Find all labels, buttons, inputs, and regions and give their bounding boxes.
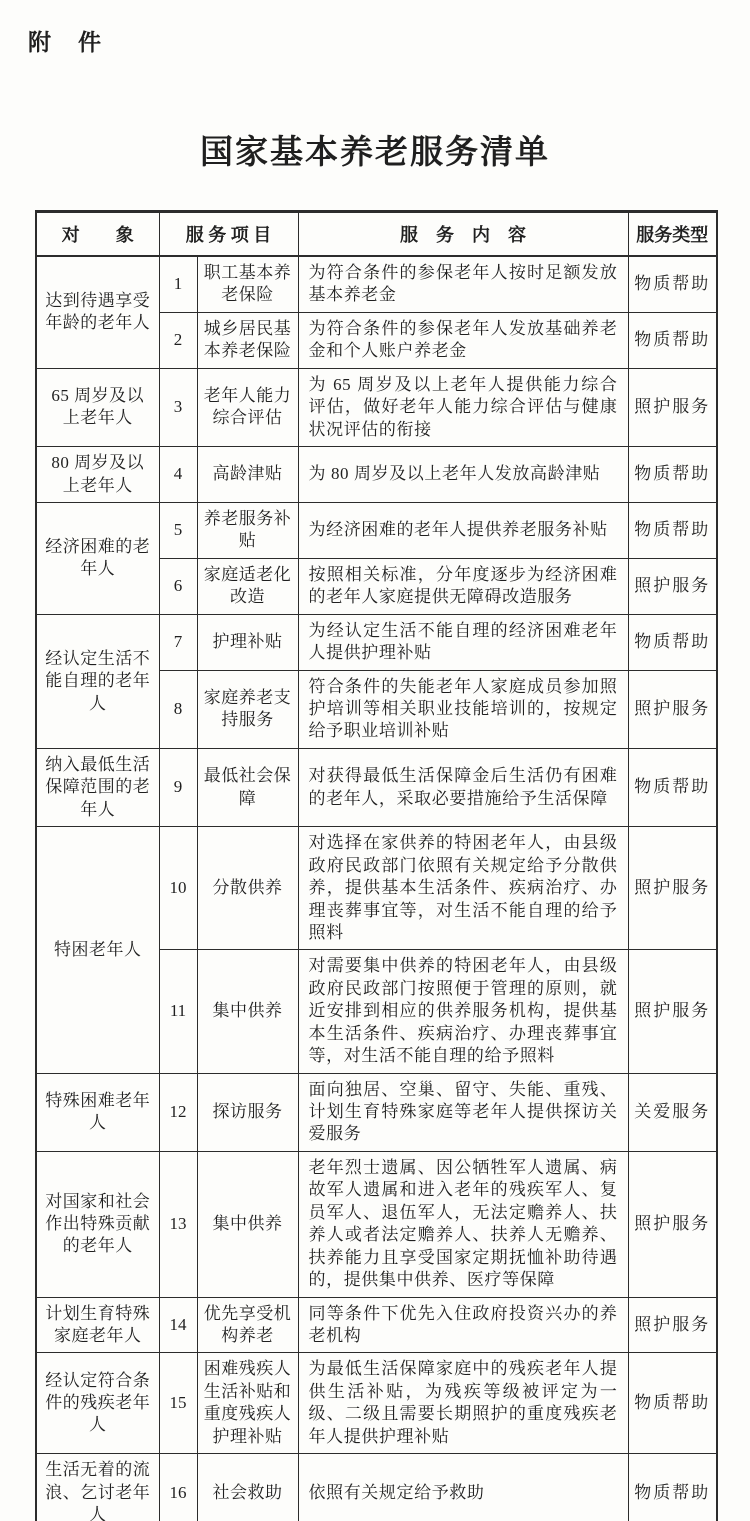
row-number-cell: 9: [159, 748, 197, 826]
service-type-cell: 物质帮助: [628, 1353, 717, 1454]
target-cell: 经认定生活不能自理的老年人: [36, 614, 159, 748]
row-number-cell: 13: [159, 1151, 197, 1297]
target-cell: 对国家和社会作出特殊贡献的老年人: [36, 1151, 159, 1297]
service-content-cell: 为符合条件的参保老年人按时足额发放基本养老金: [298, 256, 628, 312]
target-cell: 经认定符合条件的残疾老年人: [36, 1353, 159, 1454]
service-item-cell: 困难残疾人生活补贴和重度残疾人护理补贴: [197, 1353, 298, 1454]
row-number-cell: 2: [159, 312, 197, 368]
service-content-cell: 对选择在家供养的特困老年人，由县级政府民政部门依照有关规定给予分散供养，提供基本生活条件、疾病治疗、办理丧葬事宜等，对生活不能自理的给予照料: [298, 827, 628, 950]
service-type-cell: 照护服务: [628, 1297, 717, 1353]
service-content-cell: 面向独居、空巢、留守、失能、重残、计划生育特殊家庭等老年人提供探访关爱服务: [298, 1073, 628, 1151]
row-number-cell: 8: [159, 670, 197, 748]
table-body: [36, 256, 717, 1521]
service-item-cell: 优先享受机构养老: [197, 1297, 298, 1353]
service-item-cell: 养老服务补贴: [197, 502, 298, 558]
service-type-cell: 照护服务: [628, 558, 717, 614]
target-cell: 65 周岁及以上老年人: [36, 368, 159, 446]
service-list-table: [35, 210, 718, 1521]
service-item-cell: 集中供养: [197, 950, 298, 1073]
target-cell: 特殊困难老年人: [36, 1073, 159, 1151]
target-cell: 生活无着的流浪、乞讨老年人: [36, 1454, 159, 1521]
row-number-cell: 5: [159, 502, 197, 558]
table-row: [36, 614, 717, 670]
service-content-cell: 为 80 周岁及以上老年人发放高龄津贴: [298, 447, 628, 503]
service-item-cell: 家庭养老支持服务: [197, 670, 298, 748]
service-content-cell: 为 65 周岁及以上老年人提供能力综合评估，做好老年人能力综合评估与健康状况评估的衔接: [298, 368, 628, 446]
service-type-cell: 关爱服务: [628, 1073, 717, 1151]
service-content-cell: 为最低生活保障家庭中的残疾老年人提供生活补贴，为残疾等级被评定为一级、二级且需要长期照护的重度残疾老年人提供护理补贴: [298, 1353, 628, 1454]
row-number-cell: 16: [159, 1454, 197, 1521]
table-row: [36, 827, 717, 950]
service-item-cell: 职工基本养老保险: [197, 256, 298, 312]
row-number-cell: 3: [159, 368, 197, 446]
attachment-label: 附 件: [28, 30, 103, 55]
service-item-cell: 探访服务: [197, 1073, 298, 1151]
table-header-row: [36, 212, 717, 257]
table-row: [36, 748, 717, 826]
service-type-cell: 物质帮助: [628, 614, 717, 670]
target-cell: 特困老年人: [36, 827, 159, 1073]
service-content-cell: 老年烈士遗属、因公牺牲军人遗属、病故军人遗属和进入老年的残疾军人、复员军人、退伍军人，无法定赡养人、扶养人或者法定赡养人、扶养人无赡养、扶养能力且享受国家定期抚恤补助待遇的，提供集中供养、医疗等保障: [298, 1151, 628, 1297]
row-number-cell: 6: [159, 558, 197, 614]
table-row: [36, 1454, 717, 1521]
service-type-cell: 物质帮助: [628, 312, 717, 368]
table-row: [36, 502, 717, 558]
table-row: [36, 368, 717, 446]
service-type-cell: 物质帮助: [628, 447, 717, 503]
service-type-cell: 照护服务: [628, 1151, 717, 1297]
table-row: [36, 1073, 717, 1151]
service-content-cell: 对获得最低生活保障金后生活仍有困难的老年人，采取必要措施给予生活保障: [298, 748, 628, 826]
service-type-cell: 物质帮助: [628, 256, 717, 312]
service-type-cell: 照护服务: [628, 368, 717, 446]
service-type-cell: 物质帮助: [628, 748, 717, 826]
service-type-cell: 照护服务: [628, 827, 717, 950]
service-type-cell: 物质帮助: [628, 1454, 717, 1521]
service-type-cell: 物质帮助: [628, 502, 717, 558]
service-item-cell: 老年人能力综合评估: [197, 368, 298, 446]
service-content-cell: 对需要集中供养的特困老年人，由县级政府民政部门按照便于管理的原则，就近安排到相应的供养服务机构，提供基本生活条件、疾病治疗、办理丧葬事宜等，对生活不能自理的给予照料: [298, 950, 628, 1073]
service-content-cell: 同等条件下优先入住政府投资兴办的养老机构: [298, 1297, 628, 1353]
row-number-cell: 10: [159, 827, 197, 950]
header-service-content: 服 务 内 容: [298, 212, 628, 257]
row-number-cell: 1: [159, 256, 197, 312]
service-item-cell: 家庭适老化改造: [197, 558, 298, 614]
service-item-cell: 最低社会保障: [197, 748, 298, 826]
service-content-cell: 为经济困难的老年人提供养老服务补贴: [298, 502, 628, 558]
table-row: [36, 447, 717, 503]
service-content-cell: 依照有关规定给予救助: [298, 1454, 628, 1521]
table-row: [36, 1151, 717, 1297]
header-service-item: 服 务 项 目: [159, 212, 298, 257]
service-item-cell: 社会救助: [197, 1454, 298, 1521]
target-cell: 经济困难的老年人: [36, 502, 159, 614]
header-service-type: 服务类型: [628, 212, 717, 257]
service-type-cell: 照护服务: [628, 950, 717, 1073]
header-target: 对 象: [36, 212, 159, 257]
row-number-cell: 4: [159, 447, 197, 503]
row-number-cell: 14: [159, 1297, 197, 1353]
service-content-cell: 按照相关标准，分年度逐步为经济困难的老年人家庭提供无障碍改造服务: [298, 558, 628, 614]
target-cell: 纳入最低生活保障范围的老年人: [36, 748, 159, 826]
service-content-cell: 符合条件的失能老年人家庭成员参加照护培训等相关职业技能培训的，按规定给予职业培训补贴: [298, 670, 628, 748]
service-item-cell: 集中供养: [197, 1151, 298, 1297]
row-number-cell: 7: [159, 614, 197, 670]
table-row: [36, 256, 717, 312]
service-item-cell: 高龄津贴: [197, 447, 298, 503]
service-item-cell: 城乡居民基本养老保险: [197, 312, 298, 368]
target-cell: 计划生育特殊家庭老年人: [36, 1297, 159, 1353]
table-row: [36, 1297, 717, 1353]
service-item-cell: 分散供养: [197, 827, 298, 950]
service-content-cell: 为符合条件的参保老年人发放基础养老金和个人账户养老金: [298, 312, 628, 368]
service-content-cell: 为经认定生活不能自理的经济困难老年人提供护理补贴: [298, 614, 628, 670]
target-cell: 80 周岁及以上老年人: [36, 447, 159, 503]
table-row: [36, 1353, 717, 1454]
service-item-cell: 护理补贴: [197, 614, 298, 670]
row-number-cell: 12: [159, 1073, 197, 1151]
service-type-cell: 照护服务: [628, 670, 717, 748]
row-number-cell: 15: [159, 1353, 197, 1454]
row-number-cell: 11: [159, 950, 197, 1073]
page-title: 国家基本养老服务清单: [200, 135, 550, 171]
target-cell: 达到待遇享受年龄的老年人: [36, 256, 159, 368]
